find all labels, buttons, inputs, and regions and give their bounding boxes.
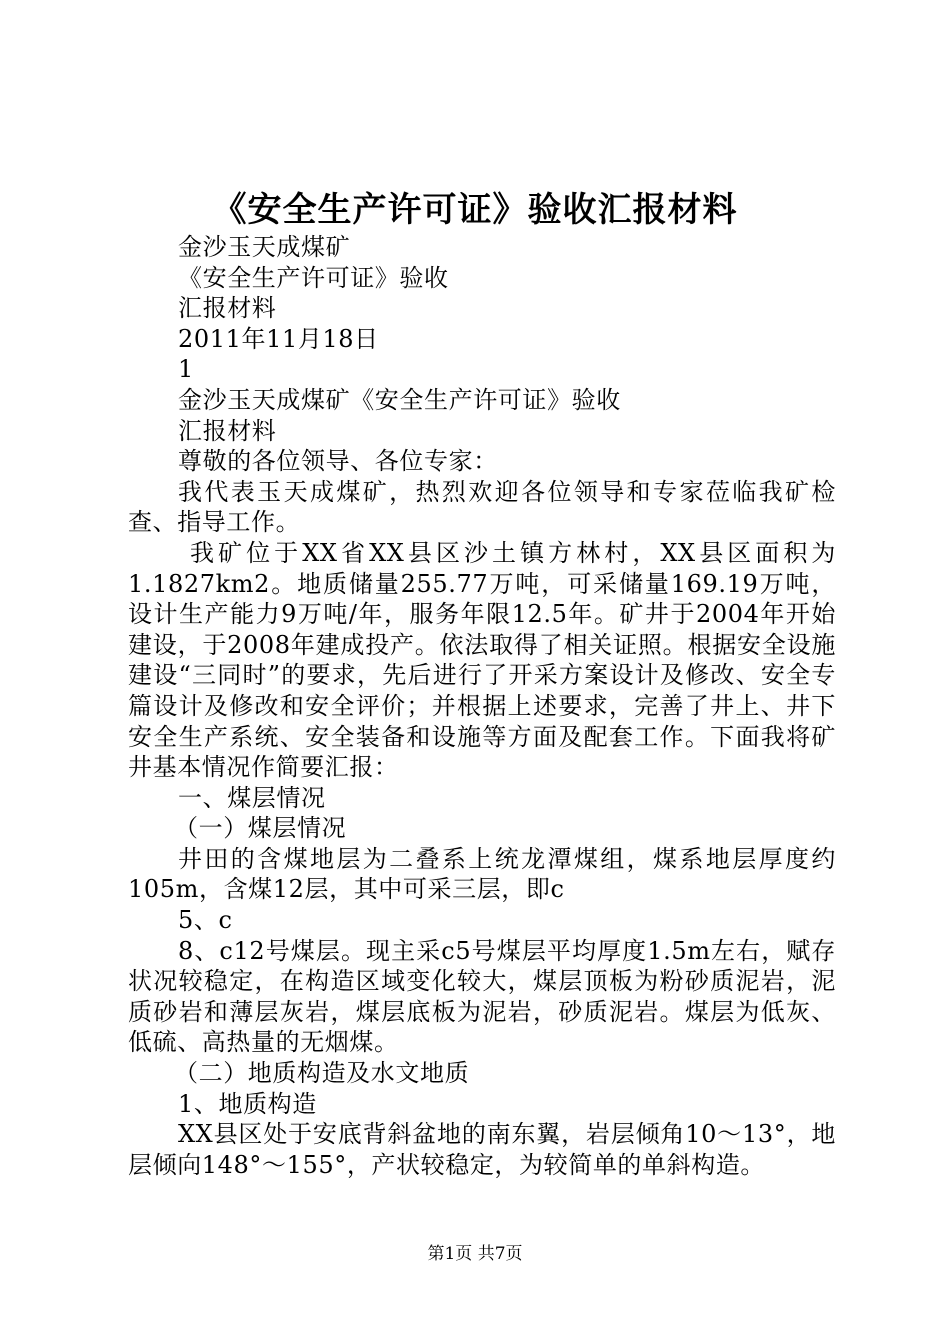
paragraph-subsection-coal-seam: （一）煤层情况	[174, 814, 347, 843]
paragraph-heading-title: 金沙玉天成煤矿《安全生产许可证》验收	[178, 385, 621, 414]
page-footer: 第1页 共7页	[427, 1244, 523, 1264]
paragraph-seam-details: 8、c12号煤层。现主采c5号煤层平均厚度1.5m左右，赋存状况较稳定，在构造区域变化较大，煤层顶板为粉砂质泥岩，泥质砂岩和薄层灰岩，煤层底板为泥岩，砂质泥岩。煤层为低灰、低硫、高热量的无烟煤。	[128, 936, 836, 1057]
paragraph-mine-overview: 我矿位于XX省XX县区沙土镇方林村，XX县区面积为1.1827km2。地质储量255.77万吨，可采储量169.19万吨，设计生产能力9万吨/年，服务年限12.5年。矿井于2004年开始建设，于2008年建成投产。依法取得了相关证照。根据安全设施建设“三同时”的要求，先后进行了开采方案设计及修改、安全专篇设计及修改和安全评价；并根据上述要求，完善了井上、井下安全生产系统、安全装备和设施等方面及配套工作。下面我将矿井基本情况作简要汇报：	[128, 538, 836, 782]
paragraph-subsection-geology: （二）地质构造及水文地质	[174, 1059, 470, 1088]
paragraph-geologic-structure: 1、地质构造	[178, 1089, 317, 1118]
paragraph-structure-details: XX县区处于安底背斜盆地的南东翼，岩层倾角10～13°，地层倾向148°～155°，产状较稳定，为较简单的单斜构造。	[128, 1120, 836, 1179]
document-title: 《安全生产许可证》验收汇报材料	[212, 190, 738, 230]
paragraph-report-material: 汇报材料	[178, 294, 277, 323]
paragraph-page-number: 1	[178, 355, 194, 384]
paragraph-date: 2011年11月18日	[178, 324, 379, 353]
paragraph-heading-subtitle: 汇报材料	[178, 416, 277, 445]
paragraph-seam-c5: 5、c	[178, 906, 233, 935]
paragraph-license-acceptance: 《安全生产许可证》验收	[178, 263, 449, 292]
paragraph-coal-strata: 井田的含煤地层为二叠系上统龙潭煤组，煤系地层厚度约105m，含煤12层，其中可采三层，即c	[128, 844, 836, 904]
paragraph-mine-name: 金沙玉天成煤矿	[178, 233, 351, 261]
paragraph-welcome: 我代表玉天成煤矿，热烈欢迎各位领导和专家莅临我矿检查、指导工作。	[128, 477, 836, 537]
paragraph-section-coal-seam: 一、煤层情况	[178, 783, 326, 812]
paragraph-salutation: 尊敬的各位领导、各位专家：	[178, 447, 498, 476]
document-body	[128, 232, 836, 1180]
